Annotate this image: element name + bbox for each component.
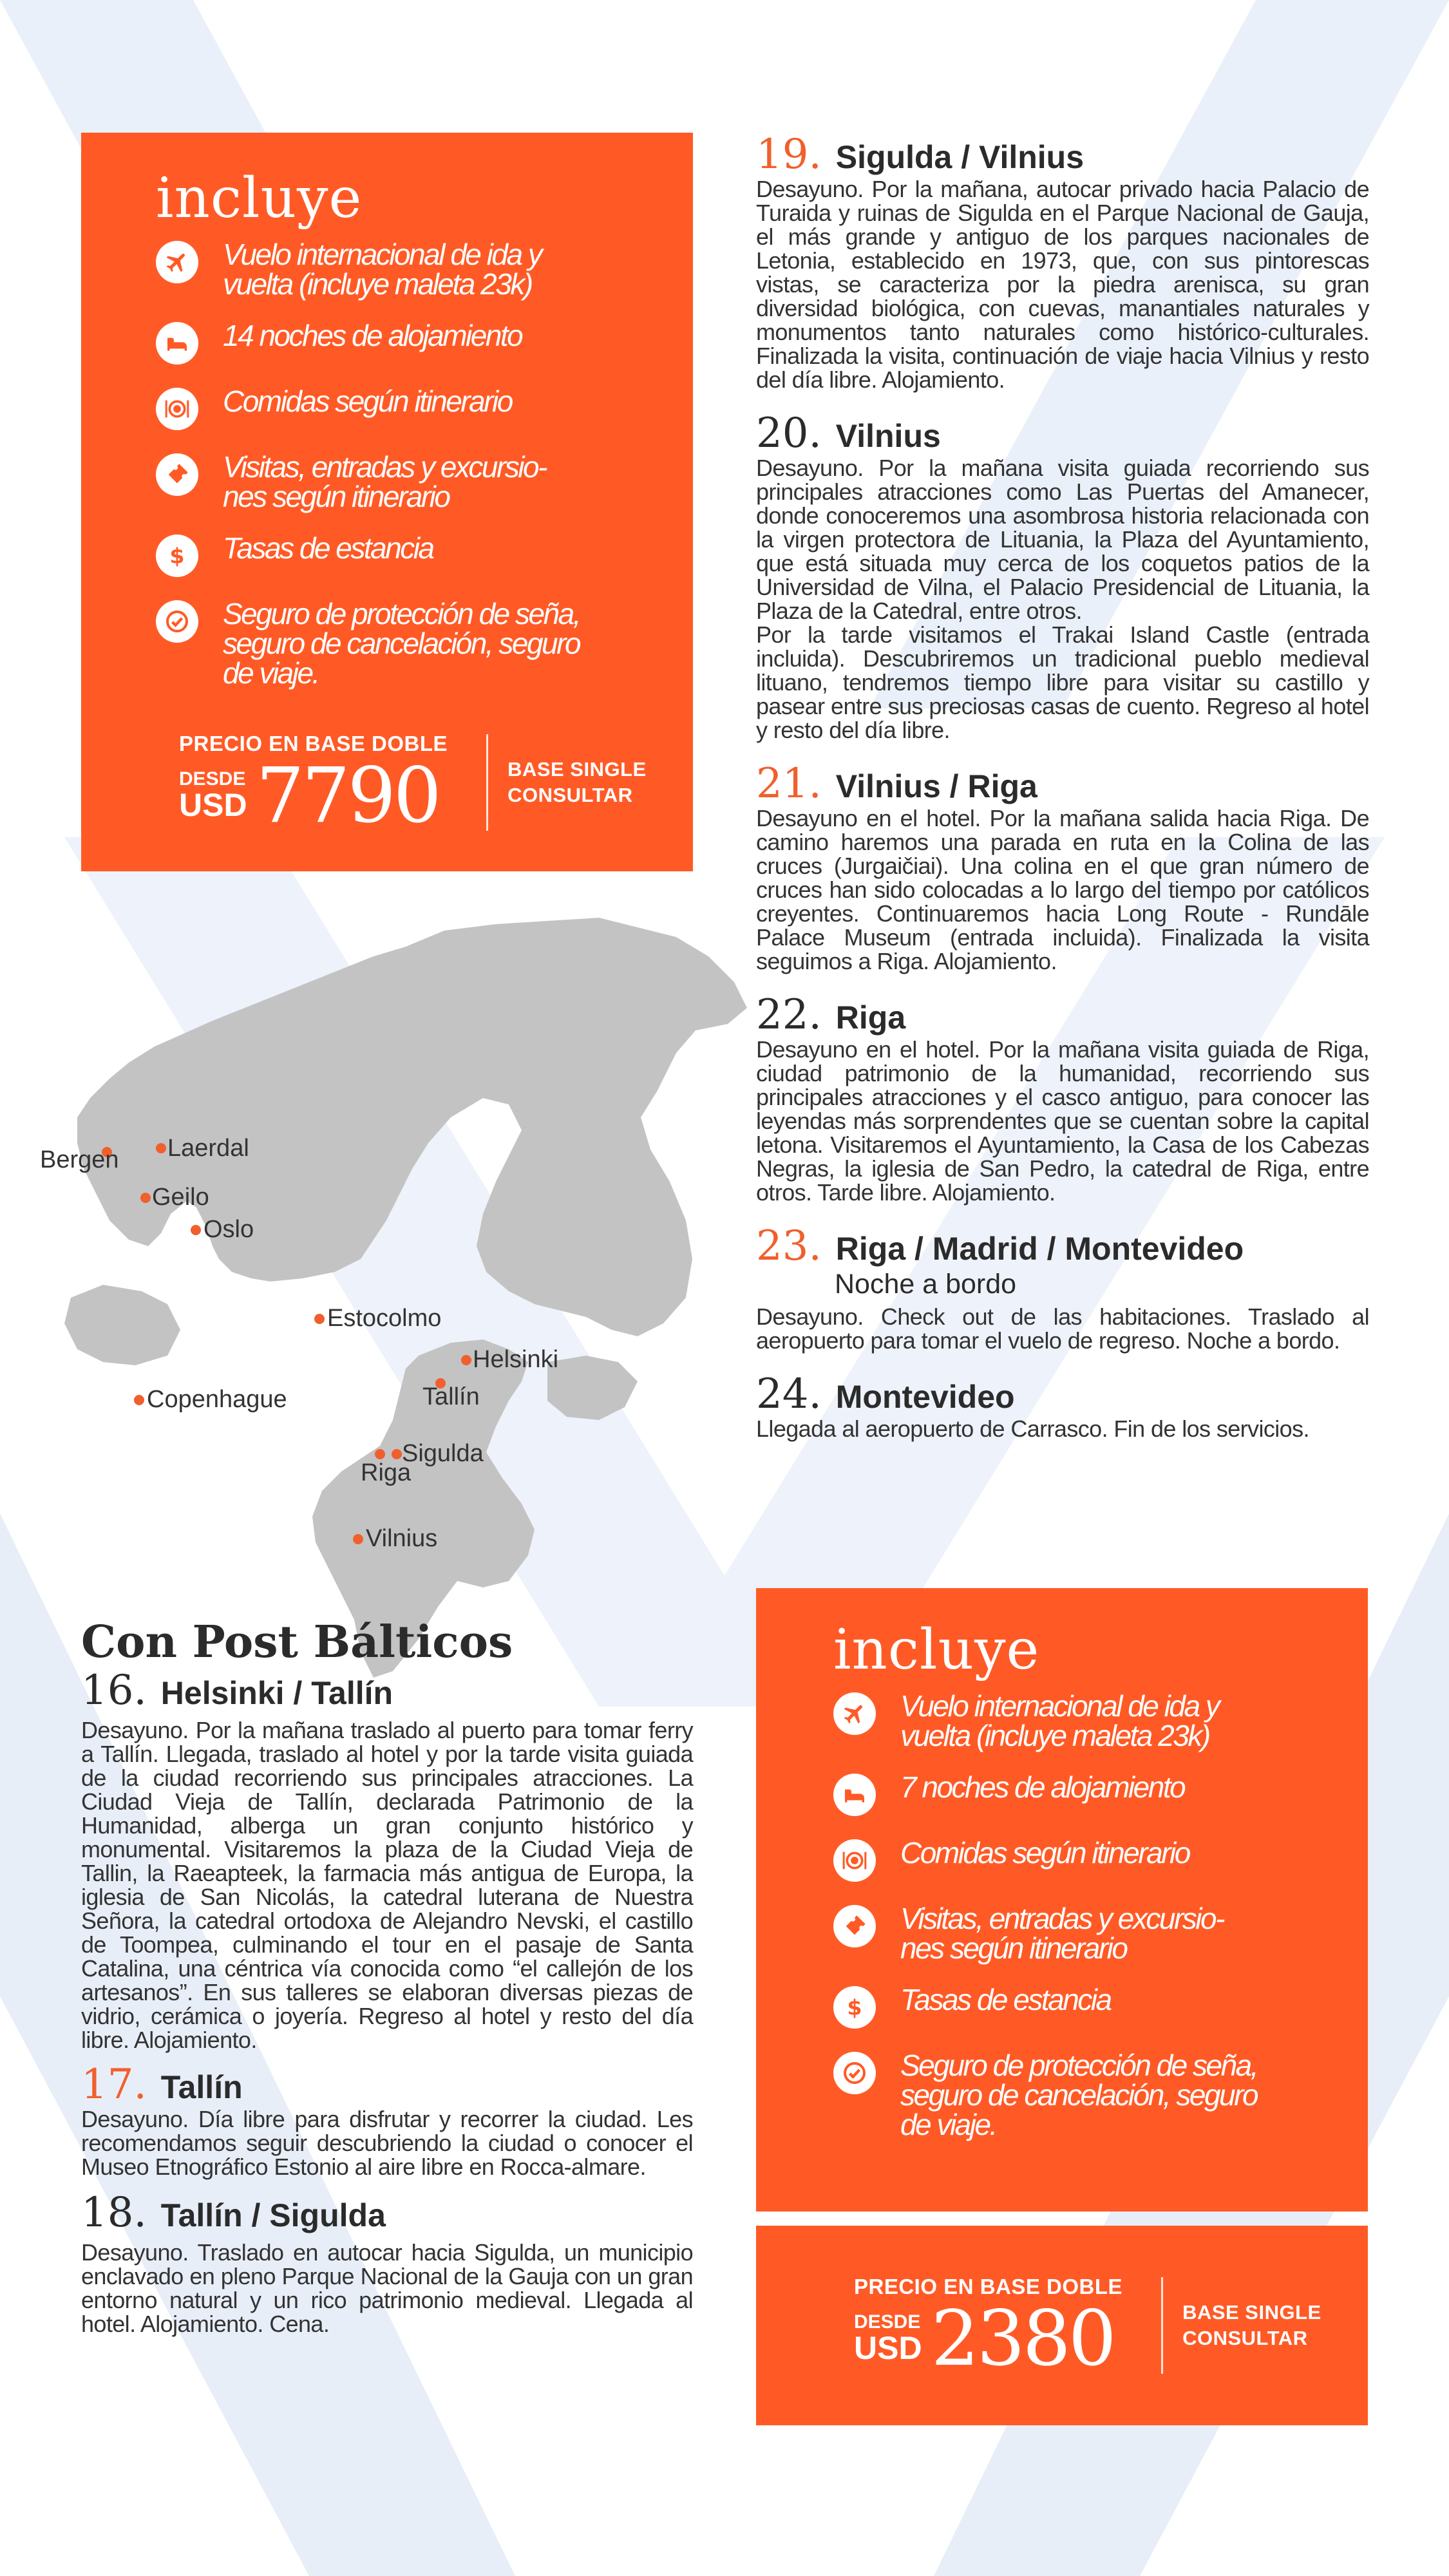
map-dot [134, 1395, 144, 1405]
price-single-note: BASE SINGLE CONSULTAR [507, 758, 647, 806]
include-text: Visitas, entradas y excursio- nes según itinerario [900, 1902, 1224, 1965]
day-number: 23. [756, 1222, 822, 1270]
dollar-icon [833, 1986, 876, 2029]
price-box-bottom [756, 2226, 1368, 2425]
list-item [156, 386, 693, 430]
price-amount: 7790 [256, 751, 439, 840]
day-number: 22. [756, 991, 822, 1039]
section-title: Con Post Bálticos [81, 1616, 513, 1668]
price-amount: 2380 [931, 2294, 1114, 2383]
day-title: Sigulda / Vilnius [835, 139, 1084, 175]
city-label: Riga [361, 1459, 412, 1486]
day-body: Desayuno. Por la mañana, autocar privado hacia Palacio de Turaida y ruinas de Sigulda en el Parque Nacional de Gauja, el más grande y antiguo de los parques nacionales de Letonia, establecido en 1973, que, con sus pintorescas vistas, se caracteriza por la piedra arenisca, su gran diversidad biológica, con cuevas, manantiales naturales y monumentos tanto naturales como histórico-culturales. Finalizada la visita, continuación de viaje hacia Vilnius y resto del día libre. Alojamiento. [756, 176, 1369, 393]
list-item [156, 452, 693, 511]
bed-icon [833, 1774, 876, 1816]
day-number: 19. [756, 131, 822, 178]
city-label: Geilo [152, 1184, 209, 1211]
include-text: Tasas de estancia [223, 531, 433, 565]
svg-text:$: $ [169, 543, 185, 569]
day-title: Montevideo [835, 1379, 1015, 1415]
ticket-icon [156, 453, 198, 496]
airplane-icon [833, 1692, 876, 1735]
city-label: Laerdal [167, 1135, 249, 1162]
list-item [156, 533, 693, 577]
map-dot [314, 1314, 325, 1324]
city-label: Copenhague [147, 1386, 287, 1413]
baltic-map [58, 911, 753, 1697]
day-subtitle: Noche a bordo [835, 1269, 1017, 1300]
day-body-continued: Por la tarde visitamos el Trakai Island Castle (entrada incluida). Descubriremos un tradicional pueblo medieval lituano, tendremos tiempo libre para visitar su castillo y pasear entre sus preciosas casas de cuento. Regreso al hotel y resto del día libre. [756, 621, 1369, 743]
map-dot [140, 1193, 151, 1203]
include-text: Tasas de estancia [900, 1983, 1111, 2016]
include-text: Visitas, entradas y excursio- nes según itinerario [223, 450, 546, 513]
day-body: Desayuno en el hotel. Por la mañana salida hacia Riga. De camino haremos una parada en ruta en la Colina de las cruces (Jurgaičiai). Una colina en el que gran número de cruces han sido colocadas a lo largo del tiempo por católicos creyentes. Continuaremos hacia Long Route - Rundāle Palace Museum (entrada incluida). Finalizada la visita seguimos a Riga. Alojamiento. [756, 805, 1369, 974]
day-number: 20. [756, 410, 822, 457]
price-desde: DESDE [179, 768, 246, 790]
city-label: Helsinki [473, 1346, 559, 1373]
city-label: Oslo [204, 1216, 254, 1243]
list-item [833, 1691, 1368, 1750]
include-text: Vuelo internacional de ida y vuelta (incluye maleta 23k) [900, 1689, 1219, 1752]
price-desde: DESDE [854, 2311, 921, 2333]
plate-icon [156, 388, 198, 430]
day-number: 16. [81, 1667, 147, 1714]
plate-icon [833, 1839, 876, 1882]
day-title: Tallín [160, 2069, 243, 2105]
day-21 [756, 761, 1369, 973]
city-label: Bergen [40, 1146, 119, 1173]
include-text: Comidas según itinerario [900, 1836, 1189, 1870]
svg-text:$: $ [847, 1994, 862, 2020]
includes-list [156, 240, 693, 688]
map-dot [156, 1143, 166, 1153]
price-single-note: BASE SINGLE CONSULTAR [1182, 2301, 1321, 2349]
include-text: Seguro de protección de seña, seguro de cancelación, seguro de viaje. [223, 597, 580, 690]
price-divider [486, 734, 488, 831]
day-body: Desayuno en el hotel. Por la mañana visita guiada de Riga, ciudad patrimonio de la humanidad, recorriendo sus principales atracciones y el casco antiguo, para conocer las leyendas más sorprendentes que se cuentan sobre la capital letona. Visitaremos el Ayuntamiento, la Casa de los Cabezas Negras, la iglesia de San Pedro, la catedral de Riga, entre otros. Tarde libre. Alojamiento. [756, 1036, 1369, 1206]
day-title: Helsinki / Tallín [160, 1675, 393, 1711]
day-20 [756, 411, 1369, 742]
bed-icon [156, 322, 198, 365]
day-body: Desayuno. Por la mañana traslado al puerto para tomar ferry a Tallín. Llegada, traslado al hotel y por la tarde visita guiada de la ciudad recorriendo sus principales atracciones. La Ciudad Vieja de Tallín, declarada Patrimonio de la Humanidad, alberga un gran conjunto histórico y monumental. Visitaremos la plaza de la Ciudad Vieja de Tallin, la Raeapteek, la farmacia más antigua de Europa, la iglesia de San Nicolás, la catedral luterana de Nuestra Señora, la catedral ortodoxa de Alejandro Nevski, el castillo de Toompea, culminando el tour en el pasaje de Santa Catalina, una céntrica vía conocida como “el callejón de los artesanos”. En sus talleres se elaboran diversas piezas de vidrio, cerámica o joyería. Regreso al hotel y resto del día libre. Alojamiento. [81, 1717, 693, 2053]
price-label: PRECIO EN BASE DOBLE [179, 732, 448, 755]
list-item [833, 1985, 1368, 2029]
map-dot [375, 1449, 385, 1459]
day-title: Vilnius / Riga [835, 768, 1037, 804]
airplane-icon [156, 241, 198, 283]
day-18 [81, 2190, 693, 2336]
price-currency: USD [854, 2330, 922, 2366]
day-17 [81, 2062, 693, 2179]
dollar-icon [156, 535, 198, 577]
day-number: 18. [81, 2189, 147, 2237]
includes-box-top [81, 133, 693, 871]
day-19 [756, 132, 1369, 392]
day-body: Desayuno. Traslado en autocar hacia Sigulda, un municipio enclavado en pleno Parque Nacional de la Gauja con un gran entorno natural y un rico patrimonio medieval. Llegada al hotel. Alojamiento. Cena. [81, 2239, 693, 2337]
include-text: 7 noches de alojamiento [900, 1770, 1185, 1804]
day-body: Desayuno. Por la mañana visita guiada recorriendo sus principales atracciones como Las Puertas del Amanecer, donde conoceremos una asombrosa historia relacionada con la virgen protectora de Lituania, la Plaza del Ayuntamiento, que está situada muy cerca de los coquetos patios de la Universidad de Vilna, el Palacio Presidencial de Lituania, la Plaza de la Catedral, entre otros. [756, 455, 1369, 624]
price-block [854, 2275, 1321, 2383]
list-item [156, 240, 693, 299]
day-16 [81, 1668, 693, 2052]
includes-title: incluye [156, 166, 363, 231]
city-label: Tallín [422, 1383, 480, 1410]
day-body: Llegada al aeropuerto de Carrasco. Fin de los servicios. [756, 1416, 1309, 1442]
day-number: 17. [81, 2061, 147, 2108]
list-item [833, 2050, 1368, 2139]
day-title: Vilnius [835, 418, 941, 454]
price-block [179, 732, 647, 840]
list-item [833, 1904, 1368, 1963]
map-dot [353, 1534, 363, 1544]
city-label: Estocolmo [327, 1305, 442, 1332]
list-item [156, 321, 693, 365]
map-dot [392, 1449, 402, 1459]
map-dot [191, 1225, 201, 1235]
shield-check-icon [833, 2052, 876, 2094]
day-22 [756, 992, 1369, 1204]
include-text: Seguro de protección de seña, seguro de cancelación, seguro de viaje. [900, 2049, 1258, 2141]
list-item [833, 1772, 1368, 1816]
price-label: PRECIO EN BASE DOBLE [854, 2275, 1123, 2298]
shield-check-icon [156, 600, 198, 643]
right-itinerary [756, 132, 1369, 1460]
day-23 [756, 1224, 1369, 1352]
day-body: Desayuno. Día libre para disfrutar y recorrer la ciudad. Les recomendamos seguir descubriendo la ciudad o conocer el Museo Etnográfico Estonio al aire libre en Rocca-almare. [81, 2106, 693, 2180]
include-text: Comidas según itinerario [223, 384, 512, 418]
day-number: 24. [756, 1370, 822, 1418]
city-label: Vilnius [366, 1525, 438, 1552]
city-label: Sigulda [402, 1440, 484, 1467]
list-item [156, 599, 693, 688]
includes-title: incluye [833, 1618, 1040, 1682]
ticket-icon [833, 1905, 876, 1947]
map-dot [461, 1355, 471, 1365]
day-number: 21. [756, 760, 822, 808]
includes-list [833, 1691, 1368, 2139]
price-divider [1161, 2277, 1163, 2374]
include-text: 14 noches de alojamiento [223, 319, 522, 352]
include-text: Vuelo internacional de ida y vuelta (incluye maleta 23k) [223, 238, 542, 301]
left-itinerary [81, 1616, 693, 2355]
day-title: Riga / Madrid / Montevideo [835, 1231, 1244, 1267]
day-title: Tallín / Sigulda [160, 2197, 386, 2233]
price-currency: USD [179, 787, 247, 823]
list-item [833, 1838, 1368, 1882]
includes-box-bottom [756, 1588, 1368, 2211]
day-24 [756, 1372, 1369, 1441]
day-body: Desayuno. Check out de las habitaciones. Traslado al aeropuerto para tomar el vuelo de regreso. Noche a bordo. [756, 1303, 1369, 1354]
day-title: Riga [835, 999, 906, 1036]
